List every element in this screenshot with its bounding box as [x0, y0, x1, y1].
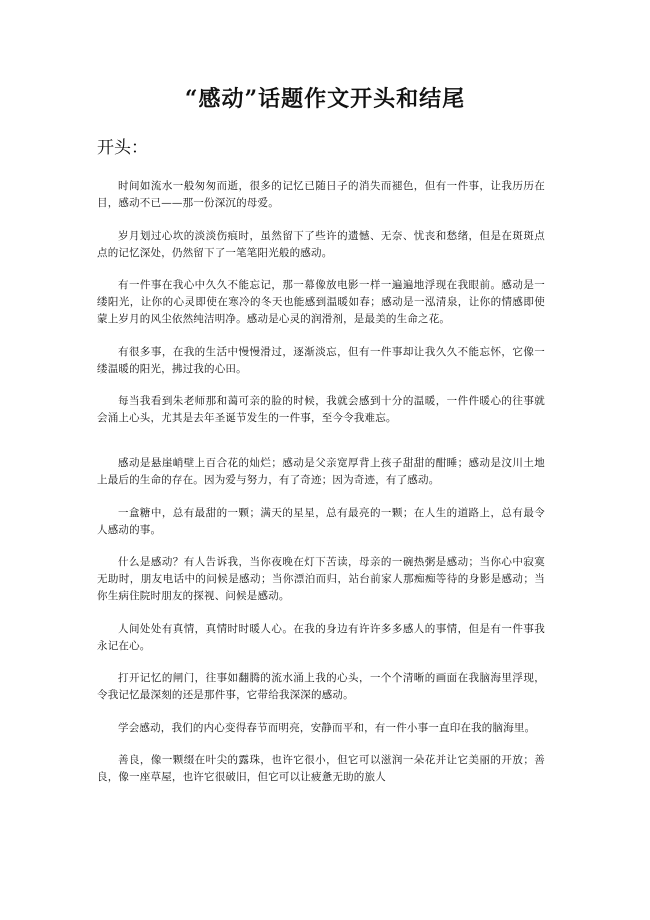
paragraph: 有一件事在我心中久久不能忘记，那一幕像放电影一样一遍遍地浮现在我眼前。感动是一缕阳光，让你的心灵即使在寒冷的冬天也能感到温暖如春；感动是一泓清泉，让你的情感即使蒙上岁月的风尘依然纯洁明净。感动是心灵的润滑剂，是最美的生命之花。 [97, 279, 545, 325]
paragraph: 什么是感动？有人告诉我，当你夜晚在灯下苦读，母亲的一碗热粥是感动；当你心中寂寞无助时，朋友电话中的问候是感动；当你漂泊而归，站台前家人那痴痴等待的身影是感动；当你生病住院时朋友的探视、问候是感动。 [97, 556, 545, 602]
paragraph: 一盒糖中，总有最甜的一颗；满天的星星，总有最亮的一颗；在人生的道路上，总有最令人感动的事。 [97, 506, 545, 536]
paragraph: 每当我看到朱老师那和蔼可亲的脸的时候，我就会感到十分的温暖，一件件暖心的往事就会涌上心头，尤其是去年圣诞节发生的一件事，至今令我难忘。 [97, 395, 545, 424]
paragraph: 有很多事，在我的生活中慢慢滑过，逐渐淡忘，但有一件事却让我久久不能忘怀，它像一缕温暖的阳光，拂过我的心田。 [97, 345, 545, 375]
section-heading: 开头： [97, 138, 148, 158]
paragraph: 感动是悬崖峭壁上百合花的灿烂；感动是父亲宽厚背上孩子甜甜的酣睡；感动是汶川土地上最后的生命的存在。因为爱与努力，有了奇迹；因为奇迹，有了感动。 [97, 457, 545, 486]
paragraph: 善良，像一颗缀在叶尖的露珠，也许它很小，但它可以滋润一朵花并让它美丽的开放；善良，像一座草屋，也许它很破旧，但它可以让疲惫无助的旅人 [97, 754, 545, 783]
paragraph: 打开记忆的闸门，往事如翻腾的流水涌上我的心头，一个个清晰的画面在我脑海里浮现，令我记忆最深刻的还是那件事，它带给我深深的感动。 [97, 672, 545, 701]
paragraph: 人间处处有真情，真情时时暖人心。在我的身边有许许多多感人的事情，但是有一件事我永记在心。 [97, 622, 545, 652]
paragraph: 岁月划过心坎的淡淡伤痕时，虽然留下了些许的遗憾、无奈、忧丧和愁绪，但是在斑斑点点的记忆深处，仍然留下了一笔笔阳光般的感动。 [97, 229, 545, 259]
paragraph: 学会感动，我们的内心变得春节而明亮，安静而平和，有一件小事一直印在我的脑海里。 [118, 721, 536, 734]
body-text [97, 178, 545, 802]
paragraph: 时间如流水一般匆匆而逝，很多的记忆已随日子的消失而褪色，但有一件事，让我历历在目，感动不已——那一份深沉的母爱。 [97, 180, 545, 209]
document-title: “感动”话题作文开头和结尾 [184, 86, 466, 112]
